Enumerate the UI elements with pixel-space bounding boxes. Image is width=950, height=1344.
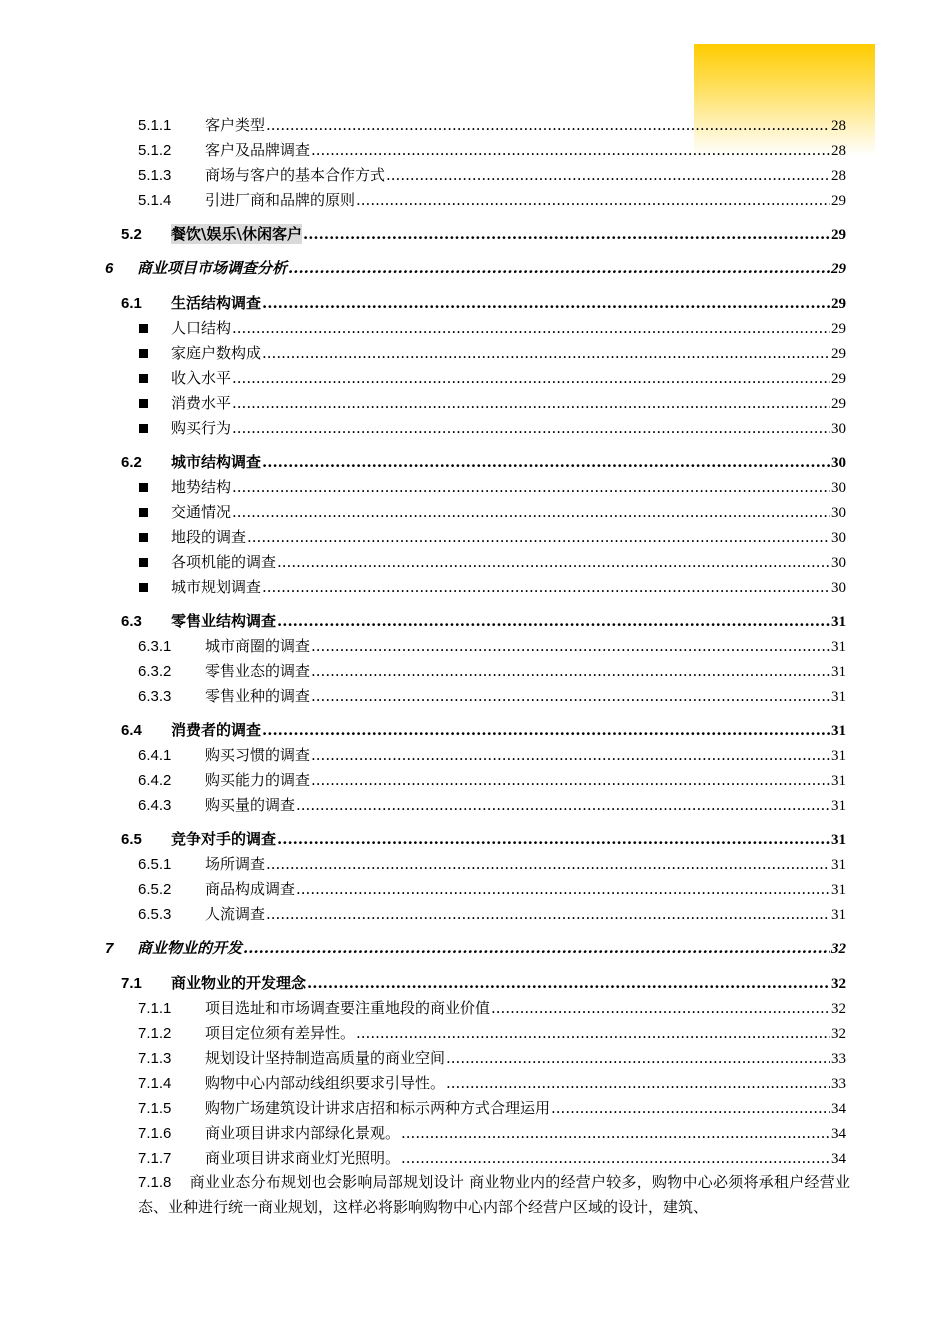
toc-entry[interactable] bbox=[121, 720, 846, 741]
section-title: 购买习惯的调查 bbox=[205, 746, 311, 764]
bullet-icon bbox=[139, 369, 171, 389]
page-number: 30 bbox=[831, 421, 846, 437]
page-number: 29 bbox=[831, 261, 846, 277]
square-bullet-icon bbox=[139, 533, 148, 542]
dot-leader bbox=[296, 795, 830, 815]
section-number: 6.4.1 bbox=[138, 747, 172, 764]
toc-entry[interactable] bbox=[138, 1123, 846, 1144]
bullet-icon bbox=[139, 419, 171, 439]
section-number: 5.1.3 bbox=[138, 167, 172, 184]
page-number: 31 bbox=[831, 832, 846, 848]
dot-leader bbox=[232, 502, 830, 522]
dot-leader bbox=[247, 527, 830, 547]
dot-leader bbox=[311, 770, 830, 790]
page-number: 33 bbox=[831, 1076, 846, 1092]
dot-leader bbox=[446, 1048, 830, 1068]
page-number: 29 bbox=[831, 346, 846, 362]
toc-entry[interactable] bbox=[138, 1098, 846, 1119]
toc-entry[interactable] bbox=[139, 318, 846, 339]
square-bullet-icon bbox=[139, 324, 148, 333]
dot-leader bbox=[232, 418, 830, 438]
toc-entry[interactable] bbox=[138, 998, 846, 1019]
page-number: 31 bbox=[831, 907, 846, 923]
section-title: 生活结构调查 bbox=[171, 294, 262, 312]
page-number: 31 bbox=[831, 614, 846, 630]
dot-leader bbox=[262, 577, 830, 597]
page-number: 33 bbox=[831, 1051, 846, 1067]
toc-entry[interactable] bbox=[121, 452, 846, 473]
square-bullet-icon bbox=[139, 483, 148, 492]
dot-leader bbox=[401, 1123, 830, 1143]
section-title: 消费水平 bbox=[171, 394, 232, 412]
dot-leader bbox=[262, 293, 830, 313]
section-number: 7.1.5 bbox=[138, 1100, 172, 1117]
section-title: 场所调查 bbox=[205, 855, 266, 873]
toc-entry[interactable] bbox=[139, 368, 846, 389]
dot-leader bbox=[551, 1098, 830, 1118]
section-number: 6 bbox=[105, 260, 114, 277]
page-number: 30 bbox=[831, 555, 846, 571]
page-number: 32 bbox=[831, 1001, 846, 1017]
page-number: 28 bbox=[831, 143, 846, 159]
bullet-icon bbox=[139, 478, 171, 498]
page-number: 31 bbox=[831, 664, 846, 680]
section-number: 7 bbox=[105, 940, 114, 957]
page-number: 31 bbox=[831, 798, 846, 814]
section-number: 7.1.6 bbox=[138, 1125, 172, 1142]
section-title: 城市商圈的调查 bbox=[205, 637, 311, 655]
dot-leader bbox=[277, 829, 830, 849]
toc-entry[interactable] bbox=[138, 1048, 846, 1069]
toc-entry[interactable] bbox=[121, 973, 846, 994]
section-title: 客户类型 bbox=[205, 116, 266, 134]
section-title: 城市规划调查 bbox=[171, 578, 262, 596]
section-number: 6.5.1 bbox=[138, 856, 172, 873]
toc-entry[interactable] bbox=[138, 795, 846, 816]
section-title: 地段的调查 bbox=[171, 528, 247, 546]
section-title: 客户及品牌调查 bbox=[205, 141, 311, 159]
page-number: 30 bbox=[831, 580, 846, 596]
dot-leader bbox=[491, 998, 830, 1018]
section-title: 商业项目讲求内部绿化景观。 bbox=[205, 1124, 401, 1142]
page-number: 28 bbox=[831, 118, 846, 134]
dot-leader bbox=[386, 165, 830, 185]
page-number: 31 bbox=[831, 689, 846, 705]
dot-leader bbox=[262, 452, 830, 472]
section-number: 6.3.1 bbox=[138, 638, 172, 655]
square-bullet-icon bbox=[139, 558, 148, 567]
page-number: 34 bbox=[831, 1126, 846, 1142]
dot-leader bbox=[232, 393, 830, 413]
section-title: 零售业种的调查 bbox=[205, 687, 311, 705]
section-title: 交通情况 bbox=[171, 503, 232, 521]
page-number: 30 bbox=[831, 455, 846, 471]
section-title: 收入水平 bbox=[171, 369, 232, 387]
section-number: 6.4.3 bbox=[138, 797, 172, 814]
section-title: 零售业结构调查 bbox=[171, 612, 277, 630]
section-number: 6.5.3 bbox=[138, 906, 172, 923]
section-title: 购买行为 bbox=[171, 419, 232, 437]
toc-entry[interactable] bbox=[138, 854, 846, 875]
section-title: 购买量的调查 bbox=[205, 796, 296, 814]
section-number: 5.1.1 bbox=[138, 117, 172, 134]
dot-leader bbox=[446, 1073, 830, 1093]
section-number: 7.1 bbox=[121, 975, 142, 992]
bullet-icon bbox=[139, 344, 171, 364]
dot-leader bbox=[307, 973, 830, 993]
page-number: 32 bbox=[831, 941, 846, 957]
page-number: 34 bbox=[831, 1151, 846, 1167]
dot-leader bbox=[266, 115, 830, 135]
toc-entry[interactable] bbox=[121, 224, 846, 245]
section-title: 城市结构调查 bbox=[171, 453, 262, 471]
section-number: 7.1.7 bbox=[138, 1150, 172, 1167]
toc-entry[interactable] bbox=[139, 418, 846, 439]
toc-entry[interactable] bbox=[121, 829, 846, 850]
section-number: 7.1.2 bbox=[138, 1025, 172, 1042]
square-bullet-icon bbox=[139, 508, 148, 517]
toc-entry[interactable] bbox=[138, 904, 846, 925]
section-number: 6.1 bbox=[121, 295, 142, 312]
dot-leader bbox=[311, 745, 830, 765]
toc-entry[interactable] bbox=[138, 770, 846, 791]
toc-entry[interactable] bbox=[138, 1148, 846, 1169]
dot-leader bbox=[232, 318, 830, 338]
page-number: 29 bbox=[831, 371, 846, 387]
section-title: 引进厂商和品牌的原则 bbox=[205, 191, 356, 209]
bullet-icon bbox=[139, 578, 171, 598]
dot-leader bbox=[356, 1023, 830, 1043]
section-number: 7.1.8 bbox=[138, 1174, 172, 1191]
section-title: 商业项目讲求商业灯光照明。 bbox=[205, 1149, 401, 1167]
dot-leader bbox=[266, 854, 830, 874]
dot-leader bbox=[266, 904, 830, 924]
section-title: 商品构成调查 bbox=[205, 880, 296, 898]
page-number: 31 bbox=[831, 857, 846, 873]
toc-entry[interactable] bbox=[138, 686, 846, 707]
section-number: 7.1.1 bbox=[138, 1000, 172, 1017]
dot-leader bbox=[232, 368, 830, 388]
page-number: 29 bbox=[831, 321, 846, 337]
section-title: 各项机能的调查 bbox=[171, 553, 277, 571]
square-bullet-icon bbox=[139, 374, 148, 383]
section-number: 7.1.4 bbox=[138, 1075, 172, 1092]
toc-entry[interactable] bbox=[139, 343, 846, 364]
square-bullet-icon bbox=[139, 424, 148, 433]
bullet-icon bbox=[139, 528, 171, 548]
bullet-icon bbox=[139, 319, 171, 339]
page-number: 29 bbox=[831, 396, 846, 412]
dot-leader bbox=[277, 552, 830, 572]
page-number: 29 bbox=[831, 296, 846, 312]
section-title: 商场与客户的基本合作方式 bbox=[205, 166, 386, 184]
page-number: 31 bbox=[831, 639, 846, 655]
section-title: 商业物业的开发 bbox=[137, 939, 243, 957]
toc-entry[interactable] bbox=[138, 115, 846, 136]
section-title: 购物广场建筑设计讲求店招和标示两种方式合理运用 bbox=[205, 1099, 551, 1117]
toc-entry[interactable] bbox=[138, 661, 846, 682]
page-number: 30 bbox=[831, 530, 846, 546]
section-title: 消费者的调查 bbox=[171, 721, 262, 739]
section-title: 人流调查 bbox=[205, 905, 266, 923]
dot-leader bbox=[356, 190, 830, 210]
dot-leader bbox=[277, 611, 830, 631]
page-number: 31 bbox=[831, 748, 846, 764]
section-number: 5.1.4 bbox=[138, 192, 172, 209]
page-number: 31 bbox=[831, 882, 846, 898]
bullet-icon bbox=[139, 503, 171, 523]
section-title: 家庭户数构成 bbox=[171, 344, 262, 362]
page-number: 32 bbox=[831, 976, 846, 992]
section-title: 购物中心内部动线组织要求引导性。 bbox=[205, 1074, 446, 1092]
bullet-icon bbox=[139, 553, 171, 573]
section-number: 5.1.2 bbox=[138, 142, 172, 159]
square-bullet-icon bbox=[139, 399, 148, 408]
section-title: 项目定位须有差异性。 bbox=[205, 1024, 356, 1042]
dot-leader bbox=[296, 879, 830, 899]
section-number: 6.2 bbox=[121, 454, 142, 471]
section-title: 商业项目市场调查分析 bbox=[137, 259, 288, 277]
section-number: 6.3.2 bbox=[138, 663, 172, 680]
toc-entry[interactable] bbox=[121, 611, 846, 632]
section-title: 地势结构 bbox=[171, 478, 232, 496]
toc-entry[interactable] bbox=[139, 477, 846, 498]
toc-entry[interactable] bbox=[139, 577, 846, 598]
toc-entry[interactable] bbox=[121, 293, 846, 314]
page-number: 28 bbox=[831, 168, 846, 184]
dot-leader bbox=[311, 636, 830, 656]
dot-leader bbox=[262, 720, 830, 740]
toc-entry[interactable] bbox=[138, 1023, 846, 1044]
toc-entry[interactable] bbox=[138, 745, 846, 766]
toc-entry[interactable] bbox=[139, 502, 846, 523]
section-title: 餐饮\娱乐\休闲客户 bbox=[171, 225, 302, 243]
section-number: 5.2 bbox=[121, 226, 142, 243]
toc-entry[interactable] bbox=[138, 636, 846, 657]
section-number: 7.1.3 bbox=[138, 1050, 172, 1067]
section-number: 6.5.2 bbox=[138, 881, 172, 898]
page-number: 32 bbox=[831, 1026, 846, 1042]
page-number: 31 bbox=[831, 723, 846, 739]
toc-entry[interactable] bbox=[105, 258, 846, 279]
dot-leader bbox=[311, 661, 830, 681]
toc-entry[interactable] bbox=[138, 1073, 846, 1094]
dot-leader bbox=[311, 686, 830, 706]
toc-entry[interactable] bbox=[138, 165, 846, 186]
page-number: 29 bbox=[831, 227, 846, 243]
page-number: 30 bbox=[831, 480, 846, 496]
dot-leader bbox=[401, 1148, 830, 1168]
square-bullet-icon bbox=[139, 583, 148, 592]
toc-entry[interactable] bbox=[138, 140, 846, 161]
section-title: 人口结构 bbox=[171, 319, 232, 337]
section-title: 竞争对手的调查 bbox=[171, 830, 277, 848]
page-number: 31 bbox=[831, 773, 846, 789]
section-text: 商业业态分布规划也会影响局部规划设计 商业物业内的经营户较多，购物中心必须将承租户经营业态、业种进行统一商业规划，这样必将影响购物中心内部个经营户区域的设计，建筑、 bbox=[138, 1173, 850, 1216]
dot-leader bbox=[311, 140, 830, 160]
page-number: 34 bbox=[831, 1101, 846, 1117]
section-title: 购买能力的调查 bbox=[205, 771, 311, 789]
page-number: 29 bbox=[831, 193, 846, 209]
dot-leader bbox=[262, 343, 830, 363]
section-number: 6.3.3 bbox=[138, 688, 172, 705]
section-number: 6.4 bbox=[121, 722, 142, 739]
section-number: 6.5 bbox=[121, 831, 142, 848]
toc-entry-7-1-8[interactable] bbox=[138, 1170, 850, 1219]
toc-entry[interactable] bbox=[138, 190, 846, 211]
section-number: 6.3 bbox=[121, 613, 142, 630]
page-number: 30 bbox=[831, 505, 846, 521]
toc-entry[interactable] bbox=[139, 393, 846, 414]
section-number: 6.4.2 bbox=[138, 772, 172, 789]
toc-entry[interactable] bbox=[105, 938, 846, 959]
dot-leader bbox=[303, 224, 830, 244]
square-bullet-icon bbox=[139, 349, 148, 358]
dot-leader bbox=[288, 258, 830, 278]
bullet-icon bbox=[139, 394, 171, 414]
toc-entry[interactable] bbox=[138, 879, 846, 900]
dot-leader bbox=[243, 938, 830, 958]
section-title: 零售业态的调查 bbox=[205, 662, 311, 680]
section-title: 项目选址和市场调查要注重地段的商业价值 bbox=[205, 999, 491, 1017]
dot-leader bbox=[232, 477, 830, 497]
toc-entry[interactable] bbox=[139, 552, 846, 573]
toc-entry[interactable] bbox=[139, 527, 846, 548]
section-title: 规划设计坚持制造高质量的商业空间 bbox=[205, 1049, 446, 1067]
section-title: 商业物业的开发理念 bbox=[171, 974, 307, 992]
